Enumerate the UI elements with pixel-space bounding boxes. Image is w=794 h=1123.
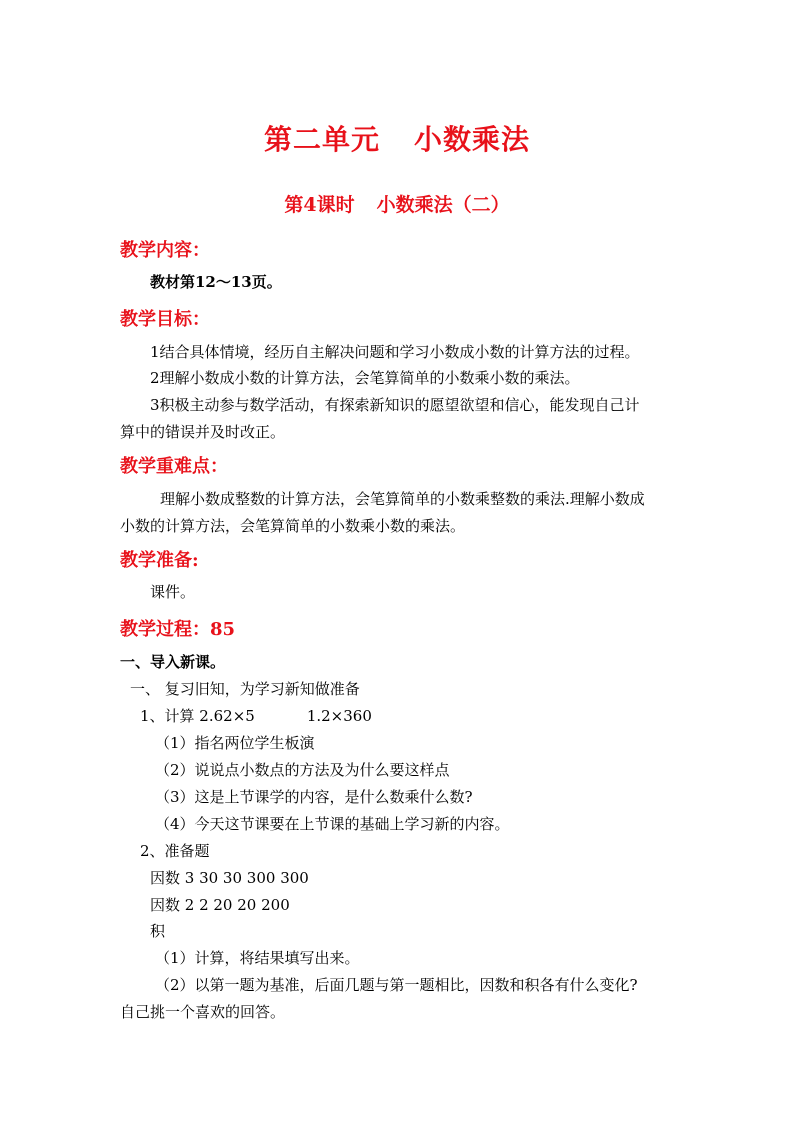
goal-3-line-1: 3积极主动参与数学活动，有探索新知识的愿望欲望和信心，能发现自己计 xyxy=(150,396,640,414)
process-heading: 教学过程：85 xyxy=(120,619,236,640)
key-points-line-1: 理解小数成整数的计算方法，会笔算简单的小数乘整数的乘法.理解小数成 xyxy=(160,490,645,508)
prep-task-2-line-1: （2）以第一题为基准，后面几题与第一题相比，因数和积各有什么变化? xyxy=(155,976,638,994)
lesson-number: 第4课时 xyxy=(284,194,355,216)
goals-heading: 教学目标： xyxy=(120,309,210,330)
process-step-1: 一、导入新课。 xyxy=(120,653,226,671)
preparation-heading: 教学准备: xyxy=(120,550,199,571)
factor-row-2: 因数 2 2 20 20 200 xyxy=(150,896,290,914)
preparation-text: 课件。 xyxy=(150,583,196,601)
question-2: （2）说说点小数点的方法及为什么要这样点 xyxy=(155,761,450,779)
lesson-title xyxy=(0,190,794,217)
calc-expression-b: 1.2×360 xyxy=(306,707,372,725)
factor-row-1: 因数 3 30 30 300 300 xyxy=(150,869,309,887)
unit-title xyxy=(0,118,794,158)
goal-1: 1结合具体情境，经历自主解决问题和学习小数成小数的计算方法的过程。 xyxy=(150,343,640,361)
question-4: （4）今天这节课要在上节课的基础上学习新的内容。 xyxy=(155,815,510,833)
unit-title-number: 第二单元 xyxy=(263,123,380,156)
calc-expression-a: 1、计算 2.62×5 xyxy=(140,707,255,725)
content-text: 教材第12～13页。 xyxy=(150,273,282,291)
calc-line xyxy=(140,706,372,726)
goal-3-line-2: 算中的错误并及时改正。 xyxy=(120,423,286,441)
key-points-line-2: 小数的计算方法，会笔算简单的小数乘小数的乘法。 xyxy=(120,517,466,535)
key-points-heading: 教学重难点： xyxy=(120,456,228,477)
content-heading: 教学内容： xyxy=(120,240,210,261)
question-1: （1）指名两位学生板演 xyxy=(155,734,315,752)
question-3: （3）这是上节课学的内容，是什么数乘什么数? xyxy=(155,788,473,806)
lesson-topic: 小数乘法（二） xyxy=(376,194,510,216)
product-label: 积 xyxy=(150,922,166,940)
prep-question: 2、准备题 xyxy=(140,842,210,860)
prep-task-1: （1）计算，将结果填写出来。 xyxy=(155,949,360,967)
unit-title-topic: 小数乘法 xyxy=(414,123,531,156)
process-sub-1: 一、 复习旧知，为学习新知做准备 xyxy=(130,680,360,698)
goal-2: 2理解小数成小数的计算方法，会笔算简单的小数乘小数的乘法。 xyxy=(150,369,580,387)
prep-task-2-line-2: 自己挑一个喜欢的回答。 xyxy=(120,1003,286,1021)
